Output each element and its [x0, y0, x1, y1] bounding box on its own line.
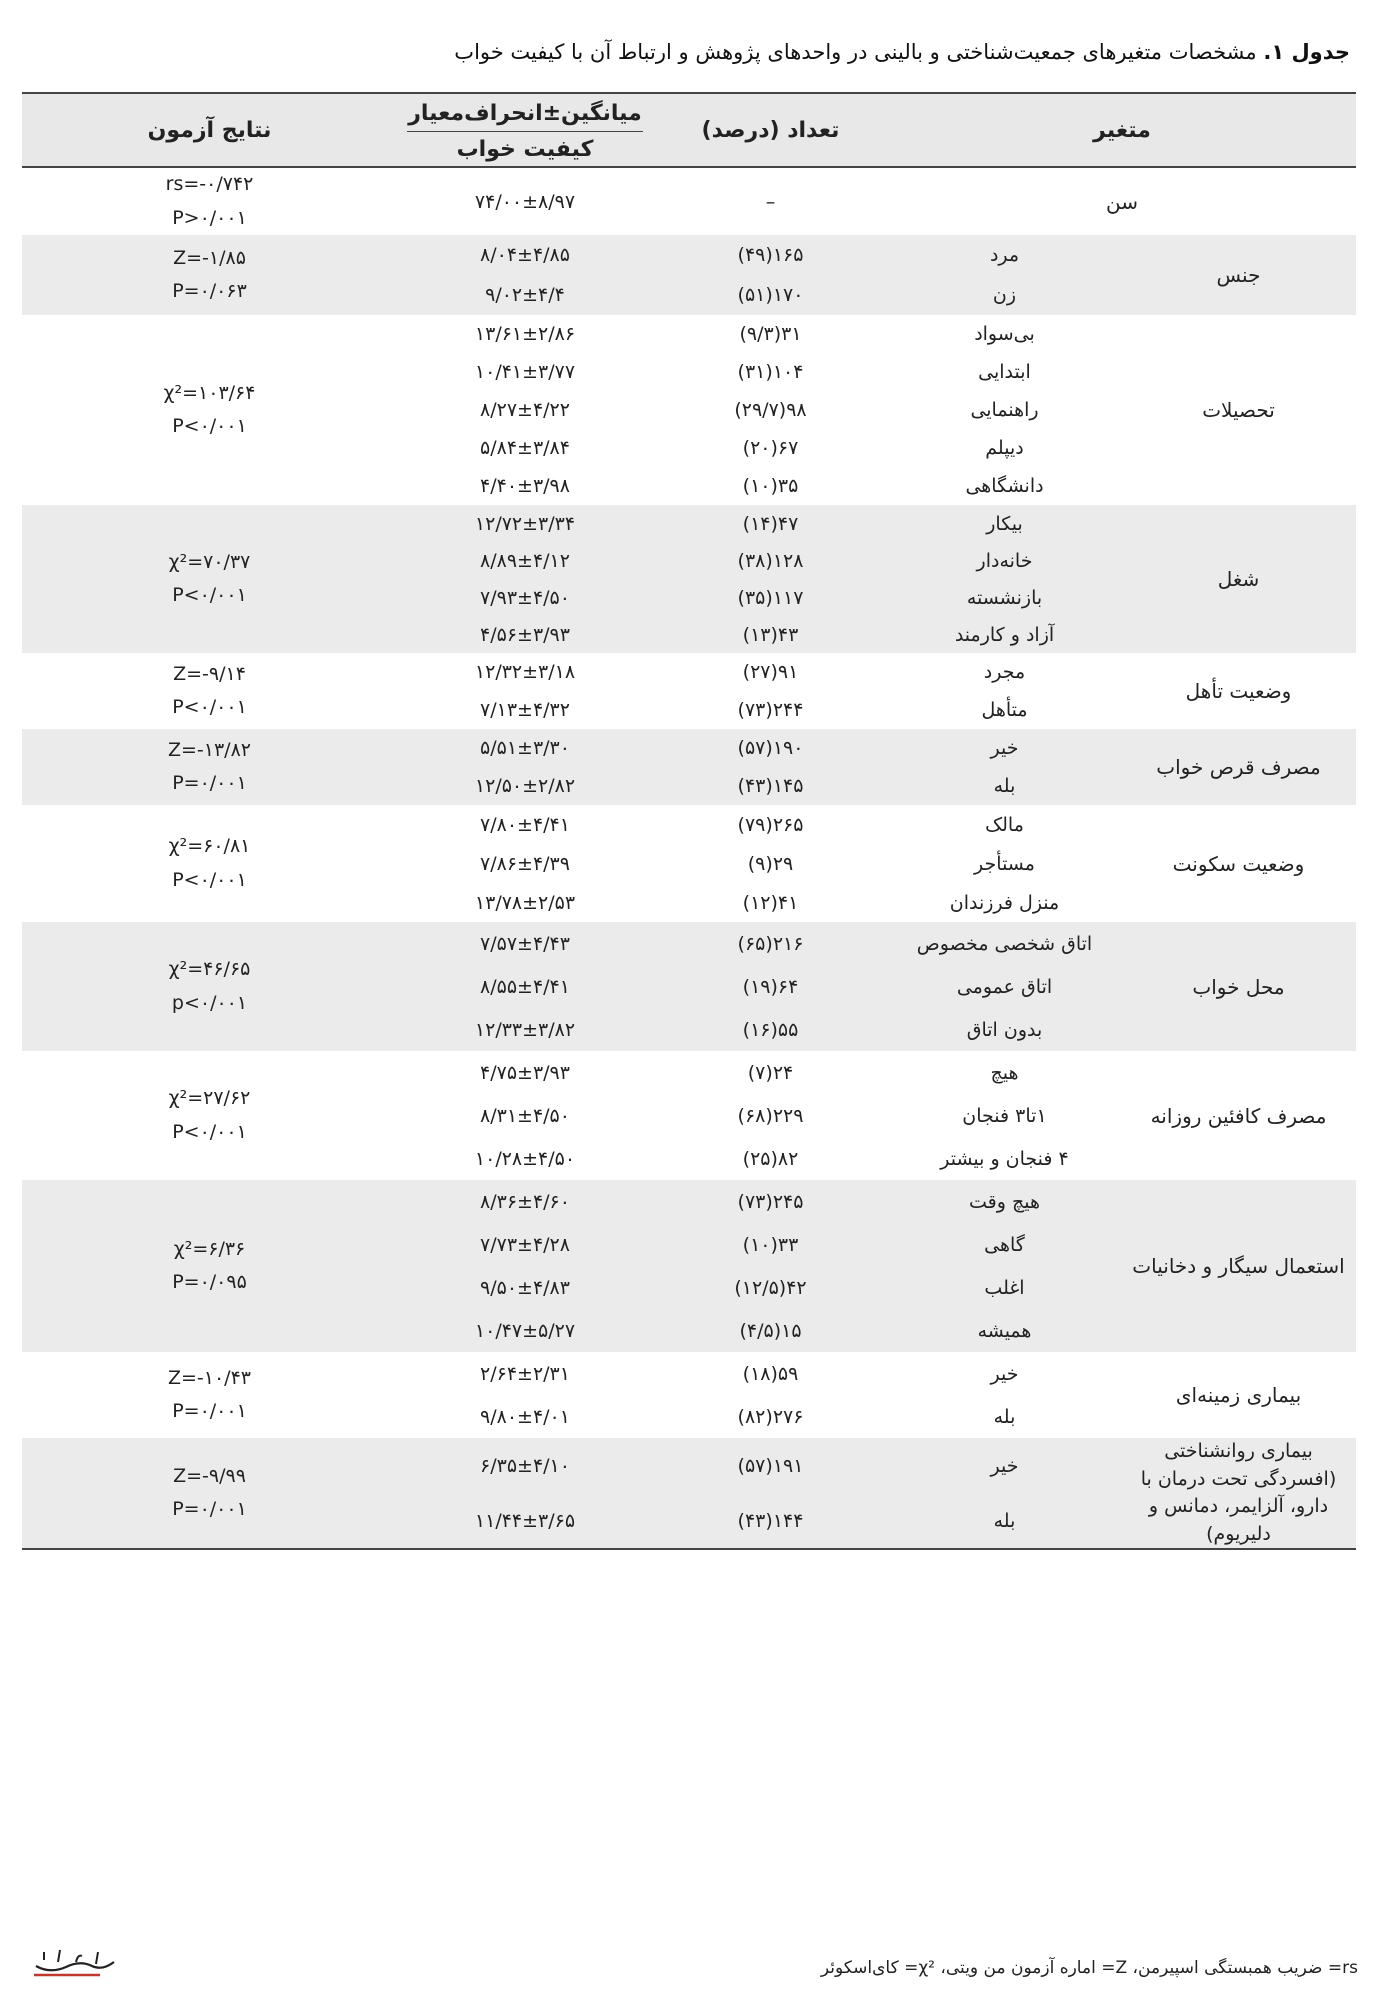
count-percent-cell: ۹۱(۲۷) [742, 661, 799, 683]
table-row [22, 505, 1356, 542]
test-result-cell [22, 505, 397, 653]
test-statistic: χ²=۲۷/۶۲ [168, 1087, 251, 1110]
category-label: بیکار [888, 505, 1121, 542]
mean-sd-cell: ۱۲/۳۳±۳/۸۲ [397, 1008, 653, 1051]
category-label: اتاق شخصی مخصوص [888, 922, 1121, 965]
category-label: خیر [888, 1438, 1121, 1494]
variable-name: استعمال سیگار و دخانیات [1121, 1180, 1356, 1352]
category-label: همیشه [888, 1309, 1121, 1352]
mean-sd-cell: ۱۰/۴۷±۵/۲۷ [397, 1309, 653, 1352]
test-statistic: χ²=۶/۳۶ [173, 1237, 246, 1260]
p-value: P=۰/۰۹۵ [172, 1271, 247, 1293]
table-row [22, 1051, 1356, 1094]
count-percent-cell: ۵۹(۱۸) [742, 1362, 799, 1385]
count-percent-cell: ۱۲۸(۳۸) [653, 542, 888, 579]
category-label: ۴ فنجان و بیشتر [940, 1147, 1069, 1170]
variable-name: مصرف کافئین روزانه [1150, 1103, 1327, 1128]
count-percent-cell: ۳۵(۱۰) [742, 475, 799, 497]
count-percent-cell: ۴۷(۱۴) [653, 505, 888, 542]
variable-name: تحصیلات [1202, 398, 1275, 422]
mean-sd-cell: ۹/۸۰±۴/۰۱ [480, 1405, 570, 1428]
test-result-cell [22, 1438, 397, 1549]
count-percent-cell: ۱۴۵(۴۳) [653, 767, 888, 805]
table-row [22, 167, 1356, 235]
variable-name: وضعیت سکونت [1172, 851, 1305, 876]
category-label: ۱تا۳ فنجان [962, 1104, 1047, 1127]
test-result-cell [22, 167, 397, 235]
test-result-cell [22, 805, 397, 922]
p-value: P>۰/۰۰۱ [172, 206, 247, 229]
category-label: ابتدایی [978, 361, 1031, 383]
table-caption-label: جدول ۱. [1263, 40, 1350, 64]
test-result-cell [22, 1180, 397, 1352]
p-value: P<۰/۰۰۱ [172, 1120, 247, 1143]
category-label: هیچ [990, 1061, 1019, 1084]
p-value: P<۰/۰۰۱ [172, 415, 247, 437]
count-percent-cell: ۱۶۵(۴۹) [653, 235, 888, 275]
count-percent-cell: ۳۳(۱۰) [653, 1223, 888, 1266]
count-percent-cell: ۲۷۶(۸۲) [737, 1405, 804, 1428]
table-body [22, 167, 1356, 1549]
test-statistic: χ²=۴۶/۶۵ [168, 958, 251, 981]
p-value: P<۰/۰۰۱ [172, 584, 247, 606]
variable-name: محل خواب [1121, 922, 1356, 1051]
count-percent-cell: ۲۲۹(۶۸) [737, 1104, 804, 1127]
mean-sd-cell: ۵/۸۴±۳/۸۴ [480, 437, 570, 459]
category-label: مالک [985, 813, 1024, 836]
category-label: بله [888, 767, 1121, 805]
category-label: مرد [888, 235, 1121, 275]
count-percent-cell: ۹۸(۲۹/۷) [734, 399, 807, 421]
count-percent-cell: ۱۹۰(۵۷) [653, 729, 888, 767]
category-label: آزاد و کارمند [888, 616, 1121, 653]
category-label: بی‌سواد [974, 323, 1035, 345]
category-label: منزل فرزندان [949, 891, 1060, 914]
mean-sd-cell: ۴/۴۰±۳/۹۸ [480, 475, 570, 497]
count-percent-cell: ۸۲(۲۵) [742, 1147, 799, 1170]
test-statistic: χ²=۶۰/۸۱ [168, 835, 251, 858]
mean-sd-cell: ۴/۷۵±۳/۹۳ [480, 1061, 570, 1084]
test-result-cell [22, 1051, 397, 1180]
count-percent-cell: ۴۳(۱۳) [653, 616, 888, 653]
mean-sd-cell: ۹/۰۲±۴/۴ [397, 275, 653, 315]
category-label: دانشگاهی [965, 475, 1044, 497]
variable-name: وضعیت تأهل [1185, 679, 1292, 703]
mean-sd-cell: ۸/۳۱±۴/۵۰ [480, 1104, 570, 1127]
test-statistic: rs=-۰/۷۴۲ [165, 173, 254, 196]
count-percent-cell: ۶۷(۲۰) [742, 437, 799, 459]
test-statistic: Z=-۱۰/۴۳ [167, 1366, 251, 1389]
category-label: اتاق عمومی [888, 965, 1121, 1008]
table-caption-text: مشخصات متغیرهای جمعیت‌شناختی و بالینی در واحدهای پژوهش و ارتباط آن با کیفیت خواب [454, 40, 1257, 64]
test-statistic: χ²=۷۰/۳۷ [168, 550, 251, 573]
category-label: خیر [888, 729, 1121, 767]
count-percent-cell: ۴۱(۱۲) [742, 891, 799, 914]
test-statistic: Z=-۹/۱۴ [173, 662, 246, 685]
category-label: بله [993, 1405, 1016, 1428]
test-statistic: Z=-۱۳/۸۲ [167, 738, 251, 761]
mean-sd-cell: ۸/۲۷±۴/۲۲ [480, 399, 570, 421]
mean-sd-cell: ۸/۰۴±۴/۸۵ [397, 235, 653, 275]
journal-logo [30, 1940, 120, 1980]
mean-sd-cell: ۸/۳۶±۴/۶۰ [397, 1180, 653, 1223]
mean-sd-cell: ۱۳/۶۱±۲/۸۶ [474, 323, 576, 345]
category-label: مجرد [983, 661, 1026, 683]
table-row [22, 1352, 1356, 1395]
mean-sd-cell: ۸/۵۵±۴/۴۱ [397, 965, 653, 1008]
table-footnote: rs= ضریب همبستگی اسپیرمن، Z= اماره آزمون من ویتی، χ²= کای‌اسکوئر [820, 1958, 1358, 1978]
test-result-cell [22, 235, 397, 315]
category-label: زن [888, 275, 1121, 315]
mean-sd-cell: ۷/۷۳±۴/۲۸ [397, 1223, 653, 1266]
data-table [22, 92, 1356, 1550]
header-mean-sd: میانگین±انحراف‌معیار [397, 93, 653, 132]
p-value: P=۰/۰۰۱ [172, 772, 247, 794]
category-label: متأهل [981, 699, 1028, 721]
category-label: گاهی [888, 1223, 1121, 1266]
count-percent-cell: ۲۶۵(۷۹) [737, 813, 804, 836]
mean-sd-cell: ۵/۵۱±۳/۳۰ [397, 729, 653, 767]
mean-sd-cell: ۹/۵۰±۴/۸۳ [397, 1266, 653, 1309]
count-percent-cell: ۴۲(۱۲/۵) [653, 1266, 888, 1309]
header-variable: متغیر [888, 93, 1356, 167]
count-percent-cell: ۲۴۵(۷۳) [653, 1180, 888, 1223]
table-row [22, 653, 1356, 691]
variable-name: جنس [1121, 235, 1356, 315]
table-caption [30, 40, 1350, 64]
table-row [22, 1438, 1356, 1494]
test-statistic: Z=-۱/۸۵ [173, 246, 246, 269]
count-percent-cell: ۵۵(۱۶) [653, 1008, 888, 1051]
p-value: P=۰/۰۶۳ [172, 280, 247, 302]
count-percent-cell: ۱۵(۴/۵) [653, 1309, 888, 1352]
count-percent-cell: ۳۱(۹/۳) [739, 323, 802, 345]
count-percent-cell: ۱۴۴(۴۳) [653, 1494, 888, 1550]
mean-sd-cell: ۱۲/۳۲±۳/۱۸ [474, 661, 576, 683]
mean-sd-cell: ۱۳/۷۸±۲/۵۳ [474, 891, 576, 914]
test-statistic: Z=-۹/۹۹ [173, 1464, 246, 1487]
count-percent-cell: ۱۹۱(۵۷) [653, 1438, 888, 1494]
test-result-cell [22, 315, 397, 505]
test-result-cell [22, 729, 397, 805]
header-sleep-quality: کیفیت خواب [397, 132, 653, 167]
table-row [22, 1180, 1356, 1223]
table-row [22, 805, 1356, 844]
mean-sd-cell: ۱۰/۴۱±۳/۷۷ [474, 361, 576, 383]
header-test-results: نتایج آزمون [22, 93, 397, 167]
table-row [22, 315, 1356, 353]
count-percent-cell: ۲۴۴(۷۳) [737, 699, 804, 721]
table-row [22, 235, 1356, 275]
mean-sd-cell: ۷/۸۶±۴/۳۹ [480, 852, 570, 875]
category-label: بله [888, 1494, 1121, 1550]
p-value: P<۰/۰۰۱ [172, 696, 247, 718]
mean-sd-cell: ۶/۳۵±۴/۱۰ [397, 1438, 653, 1494]
mean-sd-cell: ۸/۸۹±۴/۱۲ [397, 542, 653, 579]
test-statistic: χ²=۱۰۳/۶۴ [163, 381, 256, 404]
count-percent-cell: ۱۰۴(۳۱) [737, 361, 804, 383]
test-result-cell [22, 922, 397, 1051]
category-label: مستأجر [974, 852, 1035, 875]
count-percent-cell: ۲۴(۷) [747, 1061, 794, 1084]
mean-sd-cell: ۱۲/۷۲±۳/۳۴ [397, 505, 653, 542]
table-row [22, 729, 1356, 767]
category-label: دیپلم [985, 437, 1024, 459]
p-value: p<۰/۰۰۱ [171, 991, 248, 1014]
mean-sd-cell: ۷/۱۳±۴/۳۲ [480, 699, 570, 721]
category-label: بازنشسته [888, 579, 1121, 616]
p-value: P=۰/۰۰۱ [172, 1400, 247, 1422]
variable-name: بیماری روانشناختی (افسردگی تحت درمان با دارو، آلزایمر، دمانس و دلیریوم) [1121, 1438, 1356, 1549]
variable-name: بیماری زمینه‌ای [1175, 1383, 1302, 1407]
header-count: تعداد (درصد) [653, 93, 888, 167]
mean-sd-cell: ۷/۸۰±۴/۴۱ [480, 813, 570, 836]
mean-sd-cell: ۴/۵۶±۳/۹۳ [397, 616, 653, 653]
count-percent-cell: ۶۴(۱۹) [653, 965, 888, 1008]
variable-name: مصرف قرص خواب [1121, 729, 1356, 805]
category-label: بدون اتاق [888, 1008, 1121, 1051]
p-value: P=۰/۰۰۱ [172, 1498, 247, 1521]
mean-sd-cell: ۱۰/۲۸±۴/۵۰ [474, 1147, 576, 1170]
mean-sd-cell: ۱۱/۴۴±۳/۶۵ [397, 1494, 653, 1550]
table-row [22, 922, 1356, 965]
mean-sd-cell: ۷/۹۳±۴/۵۰ [397, 579, 653, 616]
mean-sd-cell: ۷۴/۰۰±۸/۹۷ [474, 190, 576, 213]
mean-sd-cell: ۱۲/۵۰±۲/۸۲ [397, 767, 653, 805]
count-percent-cell: ۲۹(۹) [747, 852, 794, 875]
test-result-cell [22, 653, 397, 729]
category-label: هیچ وقت [888, 1180, 1121, 1223]
count-percent-cell: ۲۱۶(۶۵) [653, 922, 888, 965]
p-value: P<۰/۰۰۱ [172, 868, 247, 891]
count-percent-cell: ۱۱۷(۳۵) [653, 579, 888, 616]
variable-name: سن [1106, 189, 1138, 214]
category-label: خیر [990, 1362, 1019, 1385]
mean-sd-cell: ۲/۶۴±۲/۳۱ [480, 1362, 570, 1385]
test-result-cell [22, 1352, 397, 1438]
category-label: خانه‌دار [888, 542, 1121, 579]
mean-sd-cell: ۷/۵۷±۴/۴۳ [397, 922, 653, 965]
variable-name: شغل [1121, 505, 1356, 653]
category-label: اغلب [888, 1266, 1121, 1309]
count-percent-cell: ۱۷۰(۵۱) [653, 275, 888, 315]
count-percent-cell: – [765, 190, 776, 213]
category-label: راهنمایی [970, 399, 1039, 421]
